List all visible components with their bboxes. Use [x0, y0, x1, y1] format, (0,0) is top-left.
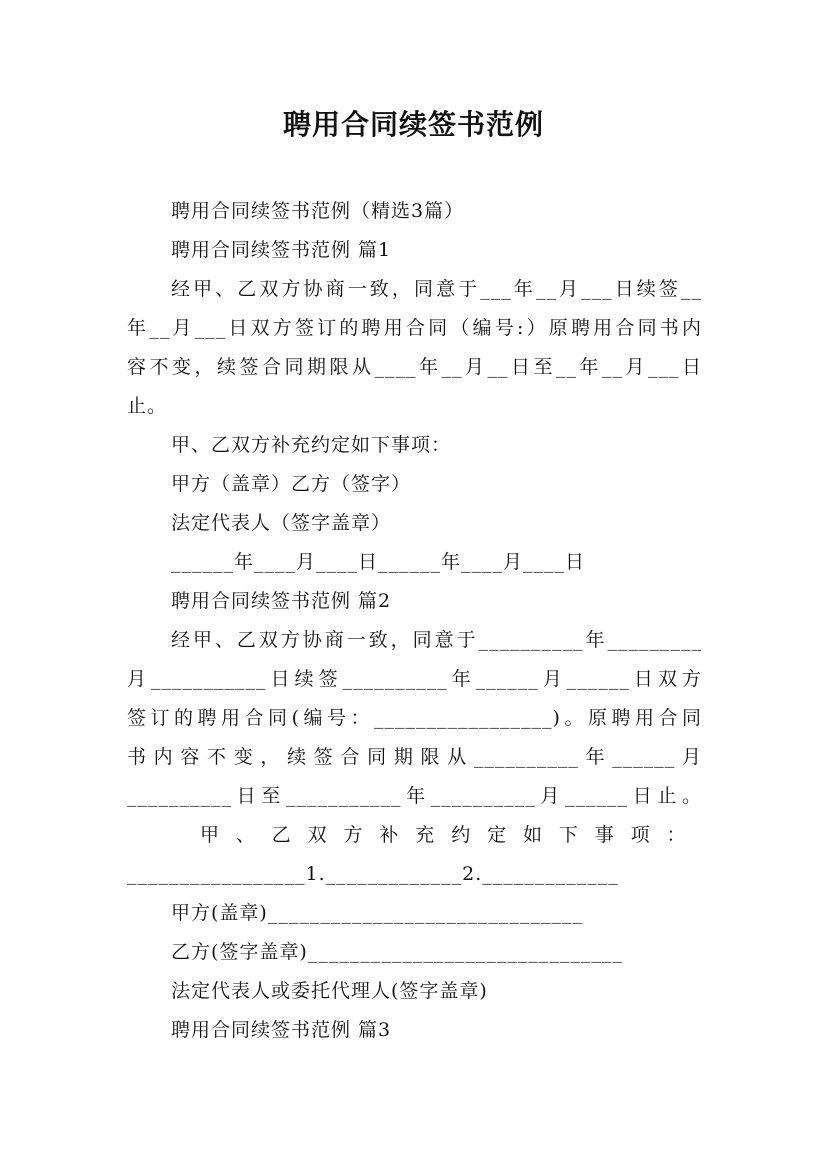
doc-line: __________日至___________年__________月______日止。	[127, 785, 702, 807]
doc-line: 经甲、乙双方协商一致，同意于__________年_________	[171, 629, 702, 651]
doc-line-representative: 法定代表人或委托代理人(签字盖章)	[171, 980, 488, 1002]
doc-line-party-b: 乙方(签字盖章)______________________________	[171, 941, 623, 963]
doc-line: 年__月___日双方签订的聘用合同（编号:）原聘用合同书内	[127, 317, 702, 339]
doc-line-heading-1: 聘用合同续签书范例 篇1	[171, 239, 392, 261]
doc-line-date: ______年____月____日______年____月____日	[171, 551, 586, 573]
doc-line: 甲、乙双方补充约定如下事项：	[171, 434, 452, 456]
doc-line-heading-3: 聘用合同续签书范例 篇3	[171, 1019, 392, 1041]
doc-line-intro: 聘用合同续签书范例（精选3篇）	[171, 200, 465, 222]
doc-line-party-a: 甲方(盖章)______________________________	[171, 902, 583, 924]
doc-line: 容不变，续签合同期限从____年__月__日至__年__月___日	[127, 356, 702, 378]
doc-line-heading-2: 聘用合同续签书范例 篇2	[171, 590, 392, 612]
doc-line: 止。	[127, 395, 168, 417]
doc-line: 书内容不变，续签合同期限从__________年______月	[127, 746, 702, 768]
doc-line: 签订的聘用合同(编号：_________________)。原聘用合同	[127, 707, 702, 729]
document-title: 聘用合同续签书范例	[282, 108, 544, 141]
doc-line: 甲 、 乙 双 方 补 充 约 定 如 下 事 项 ：	[200, 824, 690, 846]
doc-line: 月___________日续签__________年______月______日双方	[127, 668, 702, 690]
doc-line-blanks: _________________1._____________2._____________	[127, 863, 619, 885]
doc-line: 甲方（盖章）乙方（签字）	[171, 473, 412, 495]
doc-line: 经甲、乙双方协商一致，同意于___年__月___日续签__	[171, 278, 702, 300]
doc-line: 法定代表人（签字盖章）	[171, 512, 392, 534]
